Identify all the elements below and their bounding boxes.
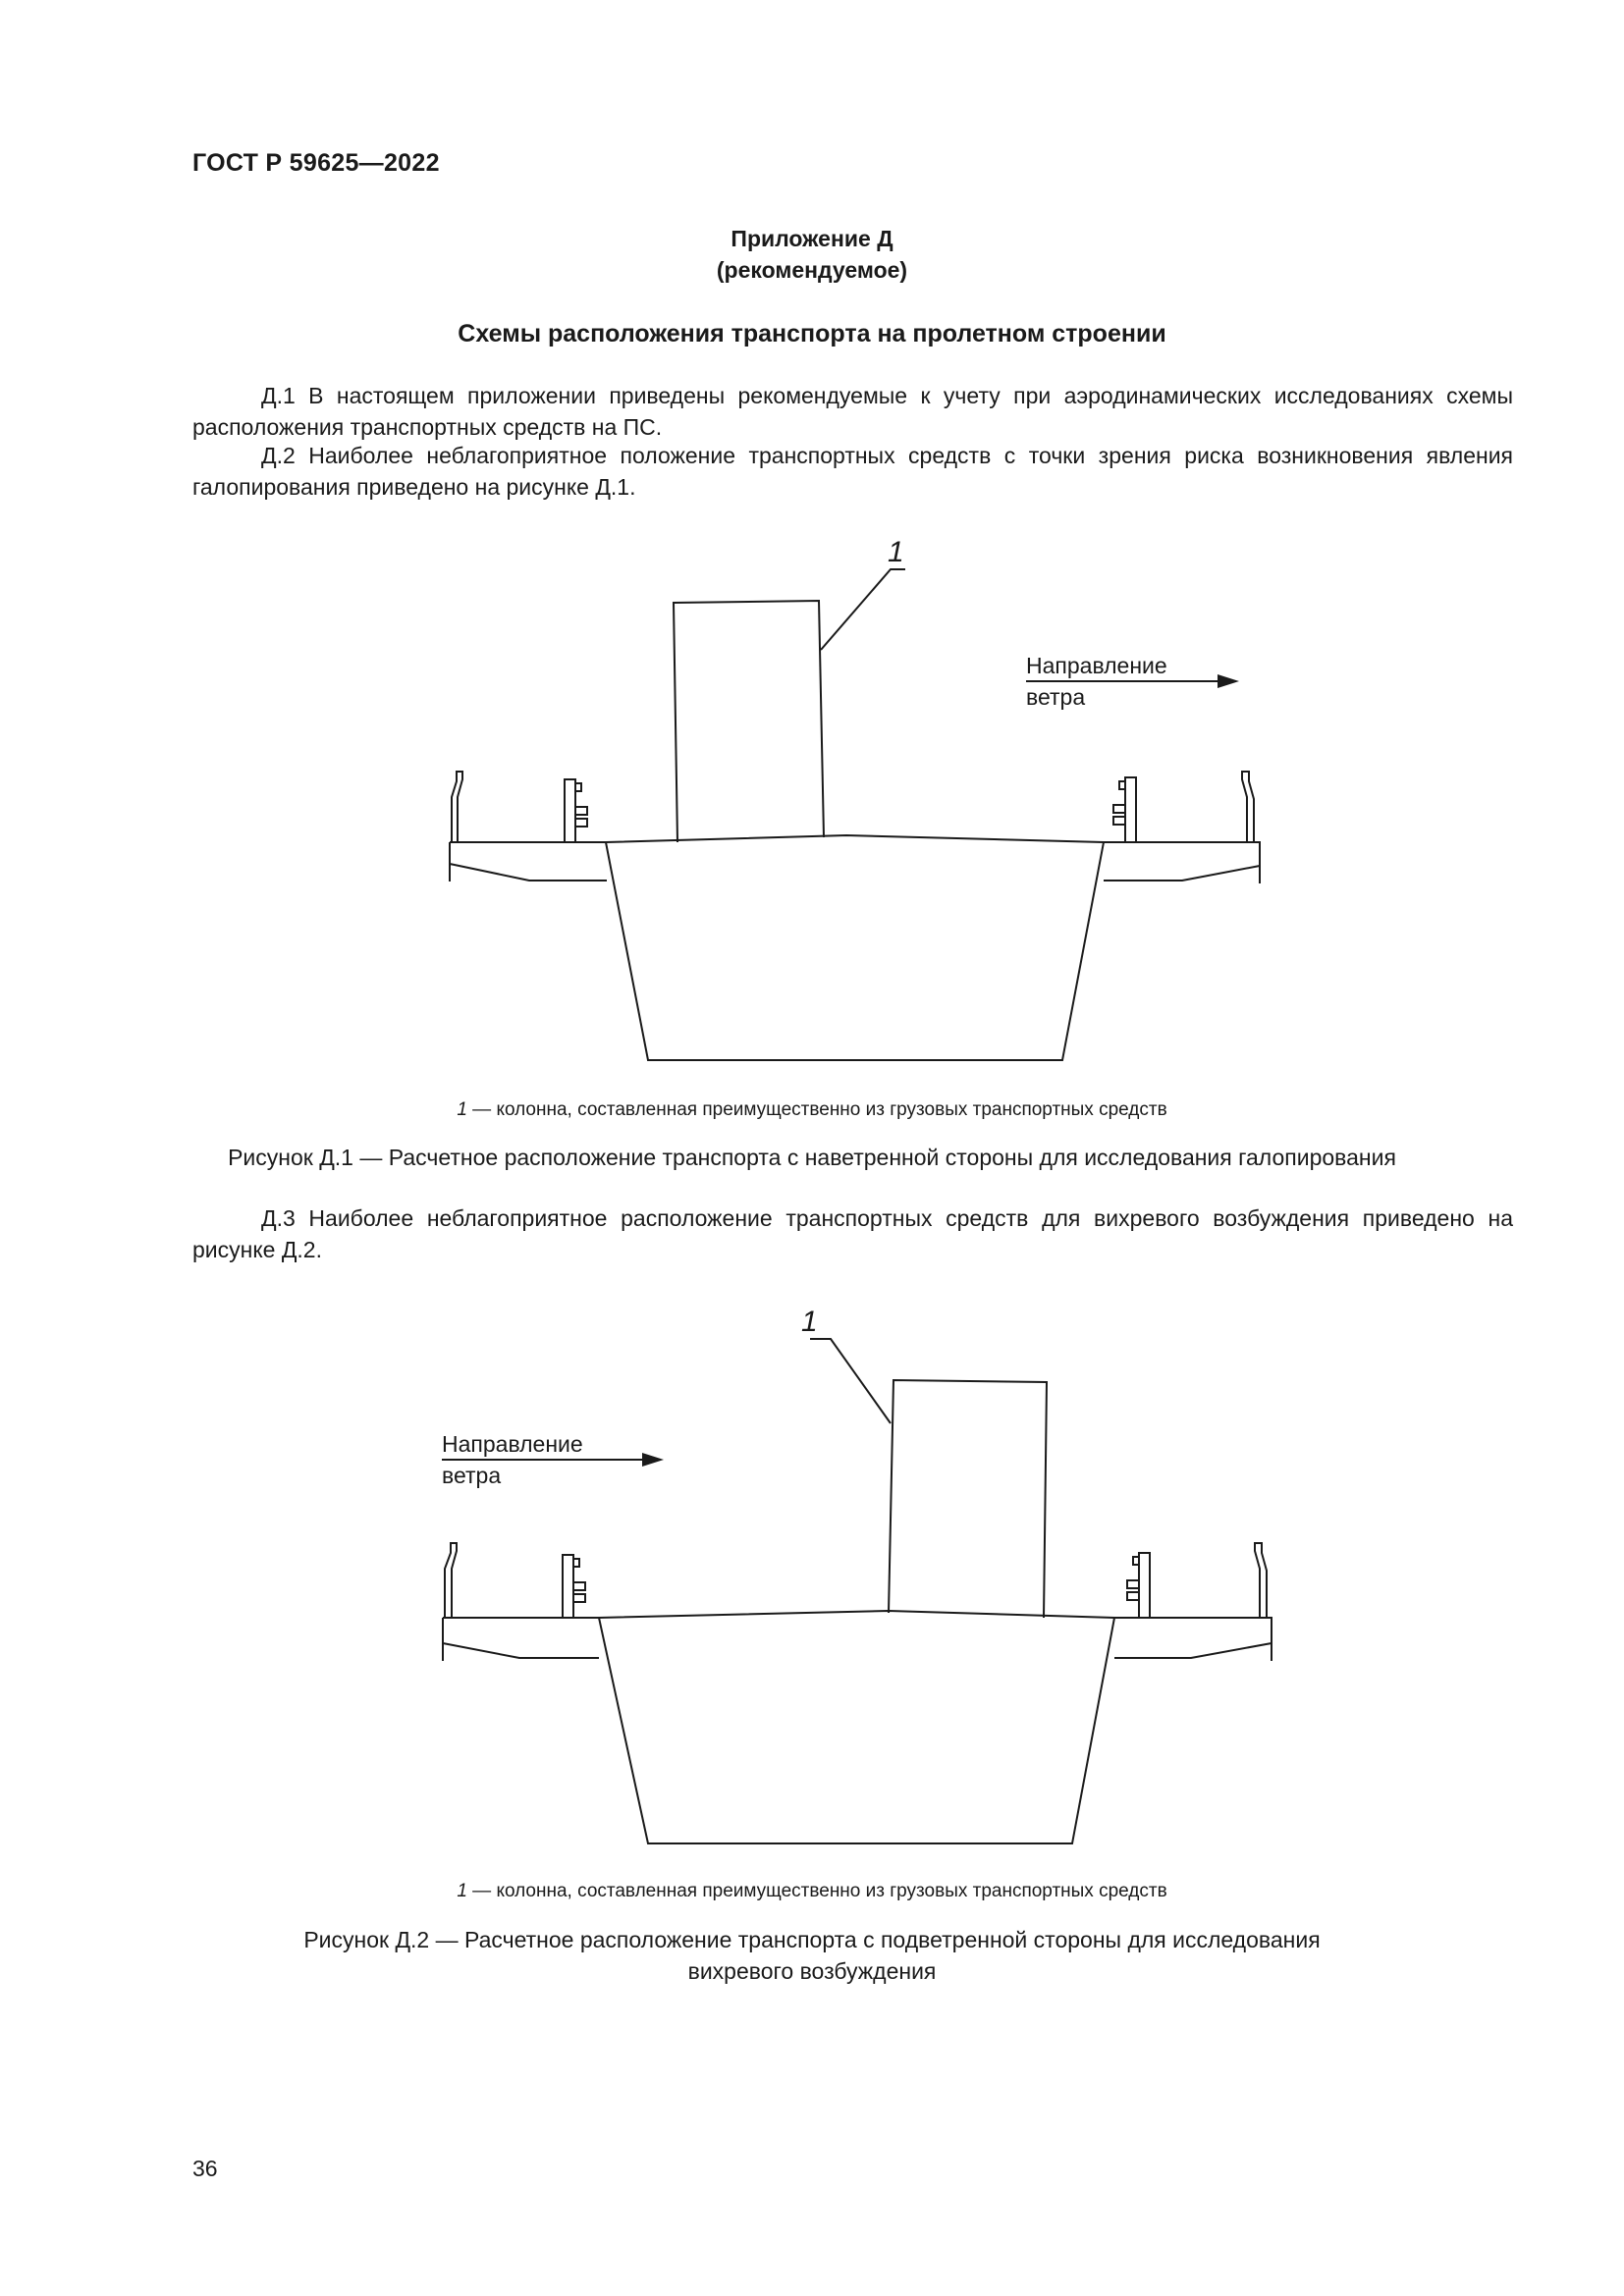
- appendix-title: Приложение Д: [731, 226, 893, 251]
- figure-d1-caption: Рисунок Д.1 — Расчетное расположение транспорта с наветренной стороны для исследования галопирования: [228, 1145, 1396, 1170]
- callout-leader: [821, 569, 905, 650]
- deck-right-wing: [1114, 1618, 1272, 1661]
- figure-d2-drawing: [0, 1306, 1624, 1865]
- callout-number: 1: [801, 1306, 818, 1338]
- barrier-right: [1113, 777, 1136, 842]
- wind-label-line1: Направление: [1026, 653, 1167, 678]
- parapet-left-outer: [452, 772, 462, 842]
- parapet-right-outer: [1255, 1543, 1267, 1618]
- callout-leader: [810, 1339, 891, 1423]
- barrier-left: [563, 1555, 585, 1618]
- vehicle-column: [889, 1380, 1047, 1618]
- figure-d1-drawing: [0, 530, 1624, 1080]
- figure-d2-legend: [0, 1881, 1624, 1902]
- wind-label-line1: Направление: [442, 1431, 583, 1457]
- paragraph-d3: Д.3 Наиболее неблагоприятное расположение транспортных средств для вихревого возбуждения приведено на рисунке Д.2.: [192, 1205, 1513, 1262]
- section-title: Схемы расположения транспорта на пролетном строении: [458, 320, 1166, 347]
- callout-number: 1: [888, 536, 904, 568]
- wind-label-line2: ветра: [442, 1463, 502, 1488]
- appendix-subtitle: (рекомендуемое): [716, 257, 908, 283]
- legend-text: — колонна, составленная преимущественно из грузовых транспортных средств: [466, 1099, 1167, 1120]
- wind-label-line2: ветра: [1026, 684, 1086, 710]
- page-number: 36: [192, 2156, 218, 2181]
- legend-text: — колонна, составленная преимущественно из грузовых транспортных средств: [466, 1881, 1167, 1901]
- deck-top: [599, 1611, 1114, 1618]
- parapet-right-outer: [1242, 772, 1254, 842]
- document-header: ГОСТ Р 59625—2022: [192, 149, 440, 177]
- paragraph-d2: Д.2 Наиболее неблагоприятное положение транспортных средств с точки зрения риска возникновения явления галопирования приведено на рисунке Д.1.: [192, 443, 1513, 500]
- wind-arrow-head: [642, 1453, 664, 1467]
- vehicle-column: [674, 601, 824, 842]
- deck-top: [606, 835, 1104, 842]
- barrier-right: [1127, 1553, 1150, 1618]
- deck-right-wing: [1104, 842, 1260, 883]
- barrier-left: [565, 779, 587, 842]
- deck-left-wing: [450, 842, 607, 881]
- box-girder: [606, 842, 1104, 1060]
- figure-d2-caption: Рисунок Д.2 — Расчетное расположение транспорта с подветренной стороны для исследования вихревого возбуждения: [303, 1927, 1321, 1984]
- figure-d1-legend: [0, 1099, 1624, 1121]
- parapet-left-outer: [445, 1543, 457, 1618]
- legend-number: 1: [457, 1881, 467, 1901]
- paragraph-d1: Д.1 В настоящем приложении приведены рекомендуемые к учету при аэродинамических исследованиях схемы расположения транспортных средств на ПС.: [192, 383, 1513, 440]
- legend-number: 1: [457, 1099, 467, 1120]
- deck-left-wing: [443, 1618, 599, 1661]
- wind-arrow-head: [1218, 674, 1239, 688]
- box-girder: [599, 1618, 1114, 1843]
